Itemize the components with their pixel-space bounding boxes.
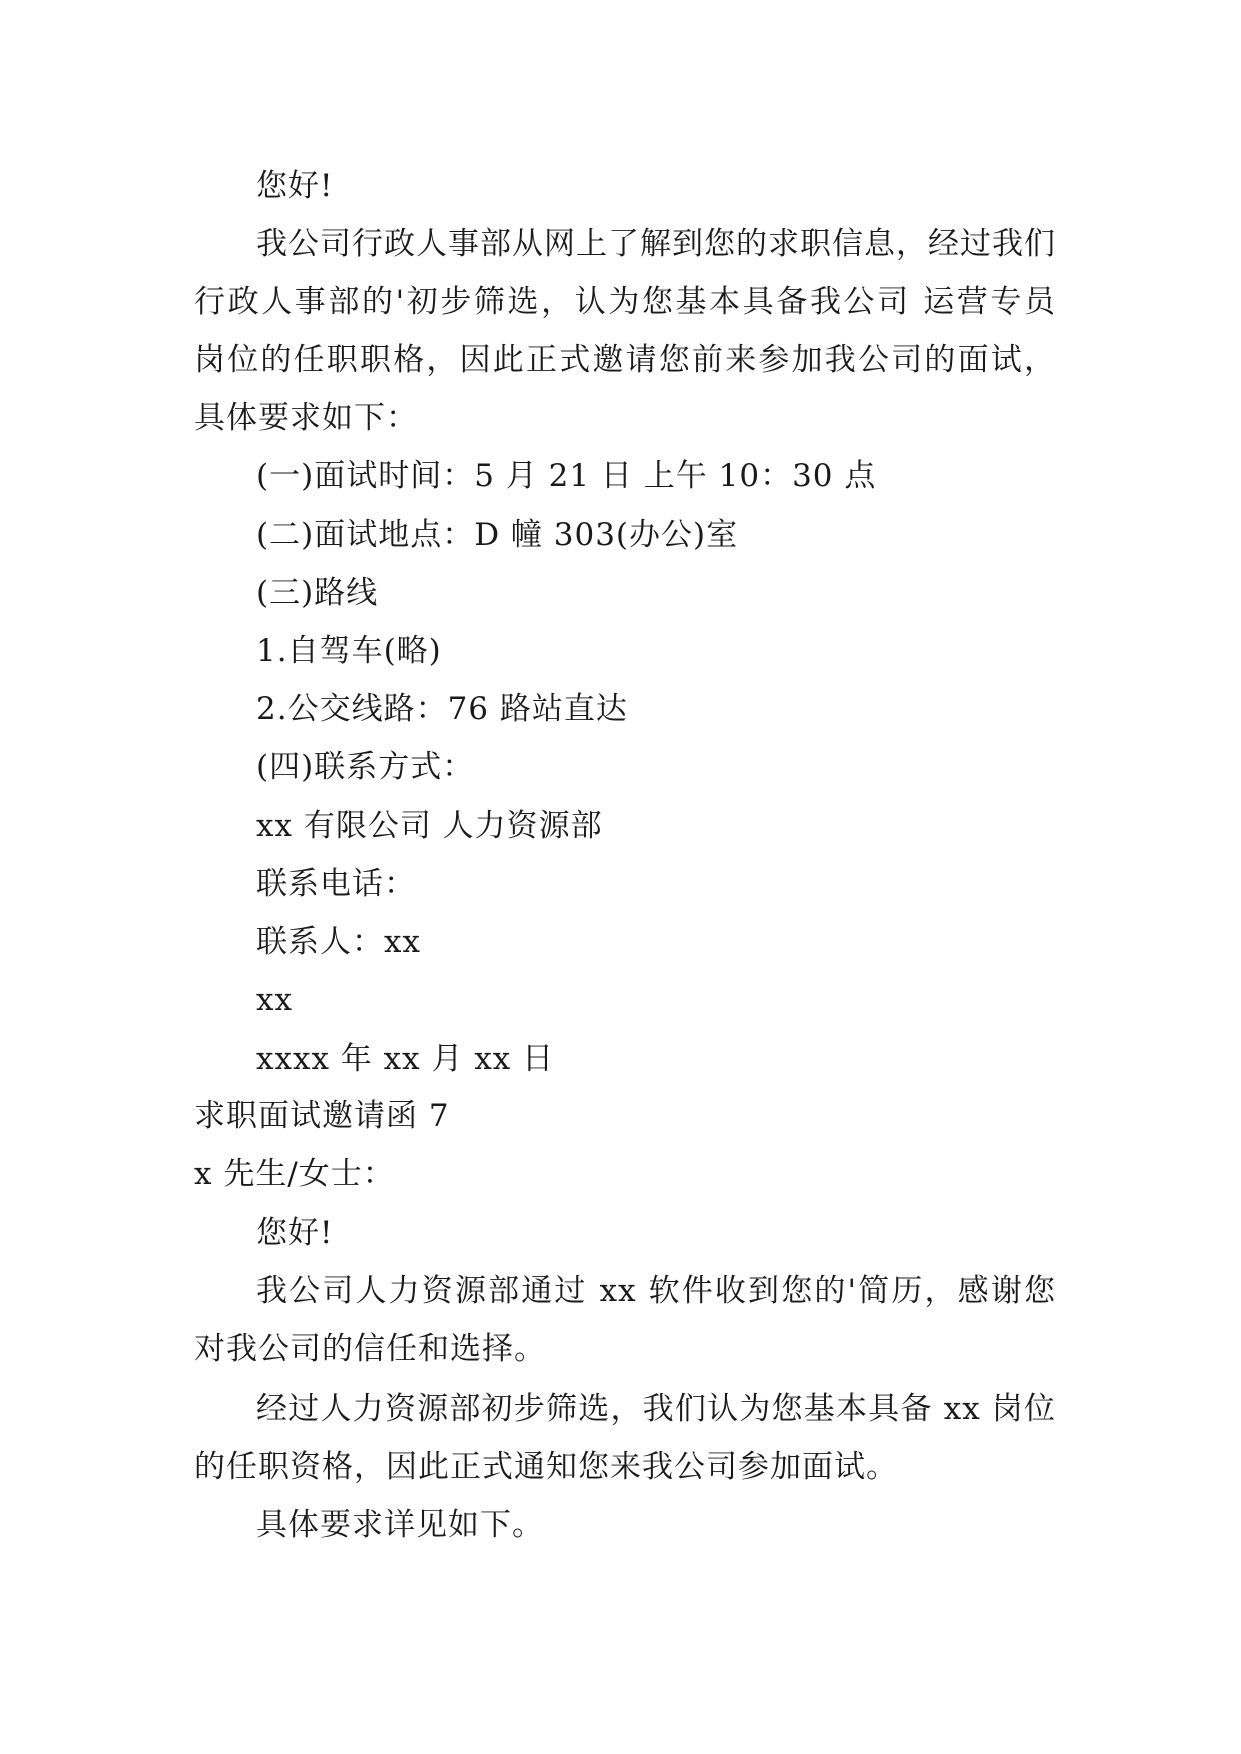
salutation: x 先生/女士： bbox=[194, 1156, 395, 1192]
paragraph-3: 具体要求详见如下。 bbox=[256, 1507, 544, 1543]
signature: xx bbox=[256, 982, 293, 1018]
paragraph-2: 经过人力资源部初步筛选，我们认为您基本具备 xx 岗位的任职资格，因此正式通知您来我公司参加面试。 bbox=[194, 1391, 1056, 1485]
route-bus: 2.公交线路：76 路站直达 bbox=[256, 691, 628, 727]
contact-person: 联系人：xx bbox=[256, 924, 421, 960]
route-car: 1.自驾车(略) bbox=[256, 633, 442, 669]
interview-place: (二)面试地点：D 幢 303(办公)室 bbox=[256, 517, 739, 553]
letter-date: xxxx 年 xx 月 xx 日 bbox=[256, 1041, 555, 1077]
greeting-2: 您好! bbox=[256, 1215, 334, 1251]
company-name: xx 有限公司 人力资源部 bbox=[256, 808, 603, 844]
intro-paragraph: 我公司行政人事部从网上了解到您的求职信息，经过我们行政人事部的'初步筛选，认为您基本具备我公司 运营专员 岗位的任职职格，因此正式邀请您前来参加我公司的面试，具体要求如下： bbox=[194, 226, 1056, 436]
interview-time: (一)面试时间：5 月 21 日 上午 10：30 点 bbox=[256, 458, 877, 494]
greeting: 您好! bbox=[256, 168, 334, 204]
letter-title: 求职面试邀请函 7 bbox=[194, 1098, 450, 1134]
paragraph-1: 我公司人力资源部通过 xx 软件收到您的'简历，感谢您对我公司的信任和选择。 bbox=[194, 1273, 1056, 1367]
contact-heading: (四)联系方式： bbox=[256, 749, 475, 785]
route-heading: (三)路线 bbox=[256, 575, 379, 611]
contact-phone: 联系电话： bbox=[256, 866, 416, 902]
